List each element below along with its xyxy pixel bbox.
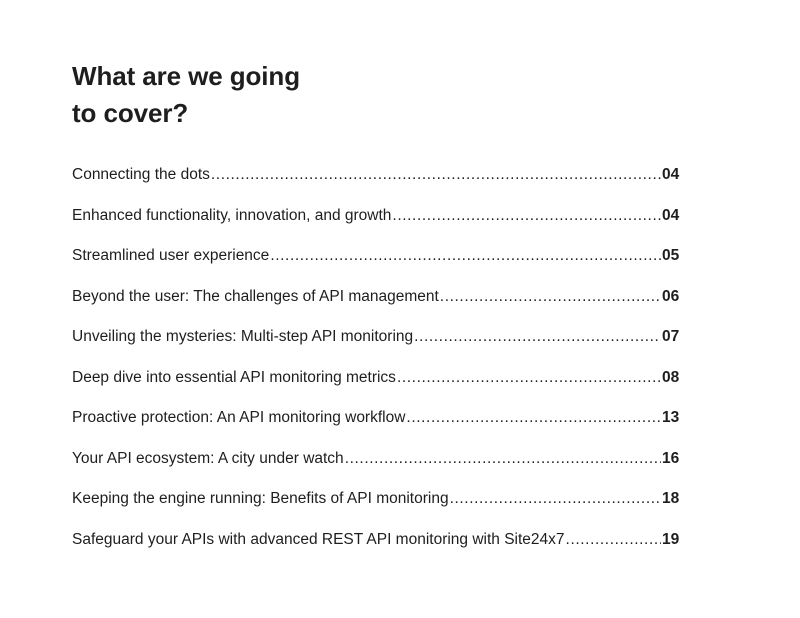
toc-entry-page-number: 16 (662, 449, 680, 467)
toc-entry-page-number: 18 (662, 490, 680, 507)
toc-entry-unveiling-the-mysteries[interactable] (72, 327, 684, 368)
toc-entry-streamlined-user-experience[interactable] (72, 246, 684, 287)
toc-leader-dots (397, 368, 661, 388)
toc-entry-safeguard-your-apis[interactable] (72, 530, 684, 571)
toc-entry-api-ecosystem[interactable] (72, 449, 684, 490)
toc-leader-dots (211, 165, 661, 185)
toc-entry-page-number: 05 (662, 247, 680, 264)
toc-entry-connecting-the-dots[interactable] (72, 165, 684, 206)
page-title-line-2: to cover? (72, 98, 189, 128)
page-title-line-1: What are we going (72, 61, 300, 91)
toc-entry-page-number: 04 (662, 166, 680, 183)
toc-entry-label: Deep dive into essential API monitoring metrics (72, 368, 396, 386)
toc-entry-label: Beyond the user: The challenges of API management (72, 287, 439, 305)
toc-leader-dots (270, 246, 661, 266)
toc-entry-page-number: 04 (662, 206, 680, 224)
toc-entry-beyond-the-user[interactable] (72, 287, 684, 328)
toc-entry-page-number: 13 (662, 409, 680, 426)
toc-entry-enhanced-functionality[interactable] (72, 206, 684, 247)
toc-leader-dots (345, 449, 661, 469)
toc-leader-dots (392, 206, 661, 226)
toc-entry-proactive-protection[interactable] (72, 408, 684, 449)
toc-entry-label: Proactive protection: An API monitoring workflow (72, 409, 406, 426)
document-page (72, 58, 684, 548)
toc-leader-dots (440, 287, 661, 307)
toc-entry-page-number: 06 (662, 287, 680, 305)
toc-entry-label: Enhanced functionality, innovation, and growth (72, 206, 392, 224)
table-of-contents (72, 165, 684, 570)
toc-entry-deep-dive-metrics[interactable] (72, 368, 684, 409)
toc-entry-label: Streamlined user experience (72, 247, 270, 264)
toc-leader-dots (450, 489, 661, 509)
toc-entry-label: Unveiling the mysteries: Multi-step API monitoring (72, 328, 414, 345)
toc-entry-page-number: 07 (662, 328, 680, 345)
toc-entry-label: Keeping the engine running: Benefits of API monitoring (72, 490, 449, 507)
toc-entry-label: Connecting the dots (72, 166, 210, 183)
toc-leader-dots (566, 530, 661, 550)
toc-leader-dots (414, 327, 661, 347)
toc-entry-keeping-engine-running[interactable] (72, 489, 684, 530)
toc-leader-dots (406, 408, 661, 428)
toc-entry-page-number: 08 (662, 368, 680, 386)
toc-entry-page-number: 19 (662, 530, 680, 548)
toc-entry-label: Safeguard your APIs with advanced REST API monitoring with Site24x7 (72, 530, 565, 548)
toc-entry-label: Your API ecosystem: A city under watch (72, 449, 344, 467)
page-title (72, 58, 684, 132)
